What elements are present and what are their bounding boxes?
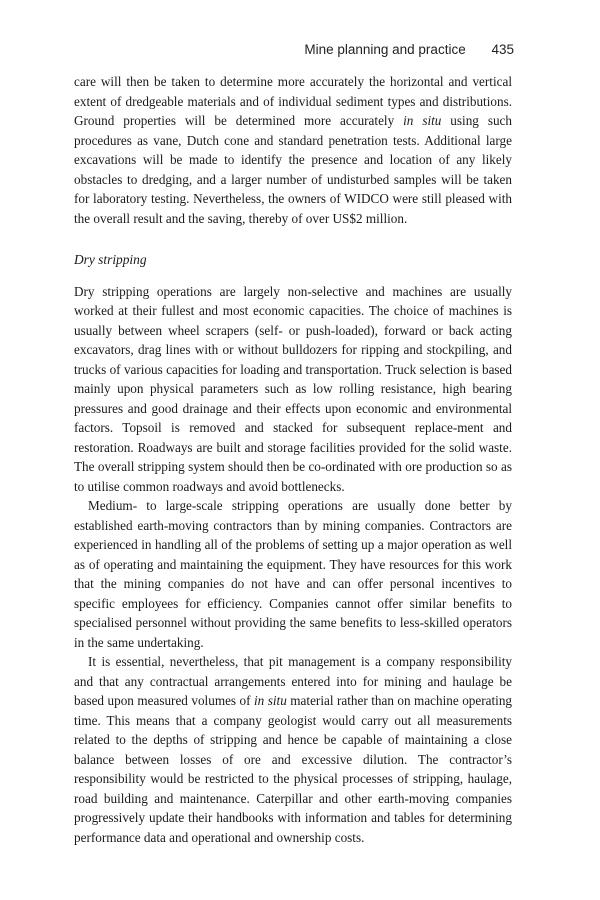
body-text: [74, 72, 512, 847]
intro-paragraph: [74, 72, 512, 228]
section-paragraph-1: Dry stripping operations are largely non-selective and machines are usually worked at their fullest and most economic capacities. The choice of machines is usually between wheel scrapers (self- or push-loaded), forward or back acting excavators, drag lines with or without bulldozers for ripping and stockpiling, and trucks of various capacities for loading and transportation. Truck selection is based mainly upon physical parameters such as low rolling resistance, high bearing pressures and good drainage and their effects upon economic and environmental factors. Topsoil is removed and stacked for subsequent replace-ment and restoration. Roadways are built and storage facilities provided for the solid waste. The overall stripping system should then be co-ordinated with ore production so as to utilise common roadways and avoid bottlenecks.: [74, 283, 512, 494]
section-paragraph-2: Medium- to large-scale stripping operations are usually done better by established earth-moving contractors than by mining companies. Contractors are experienced in handling all of the problems of setting up a major operation as well as of operating and maintaining the equipment. They have resources for this work that the mining companies do not have and can offer personal incentives to specific employees for efficiency. Companies cannot offer similar benefits to specialised personnel without providing the same benefits to less-skilled operators in the same undertaking.: [74, 498, 512, 650]
intro-paragraph-text-1: care will then be taken to determine more accurately the horizontal and vertical extent of dredgeable materials and of individual sediment types and distributions. Ground properties will be determined more accurately: [74, 74, 512, 128]
section-paragraph-3-text-1: It is essential, nevertheless, that pit management is a company responsibility and that any contractual arrangements entered into for mining and haulage be based upon measured volumes of: [74, 654, 512, 708]
running-header-title: Mine planning and practice: [304, 42, 466, 57]
intro-paragraph-italic-in-situ: in situ: [403, 113, 442, 128]
intro-paragraph-text-2: using such procedures as vane, Dutch cone and standard penetration tests. Additional large excavations will be made to identify the presence and location of any likely obstacles to dredging, and a larger number of undisturbed samples will be taken for laboratory testing. Nevertheless, the owners of WIDCO were still pleased with the overall result and the saving, thereby of over US$2 million.: [74, 113, 512, 226]
running-header: [304, 42, 514, 57]
section-paragraph-3-text-2: material rather than on machine operating time. This means that a company geologist would carry out all measurements related to the depths of stripping and hence be capable of maintaining a close balance between losses of ore and excessive dilution. The contractor’s responsibility would be restricted to the physical processes of stripping, haulage, road building and maintenance. Caterpillar and other earth-moving companies progressively update their handbooks with information and tables for determining performance data and operational and ownership costs.: [74, 693, 513, 845]
section-paragraph-3-italic-in-situ: in situ: [254, 693, 287, 708]
section-heading: Dry stripping: [74, 252, 147, 267]
section-paragraph-3: [74, 652, 512, 847]
page-number: 435: [491, 42, 514, 57]
